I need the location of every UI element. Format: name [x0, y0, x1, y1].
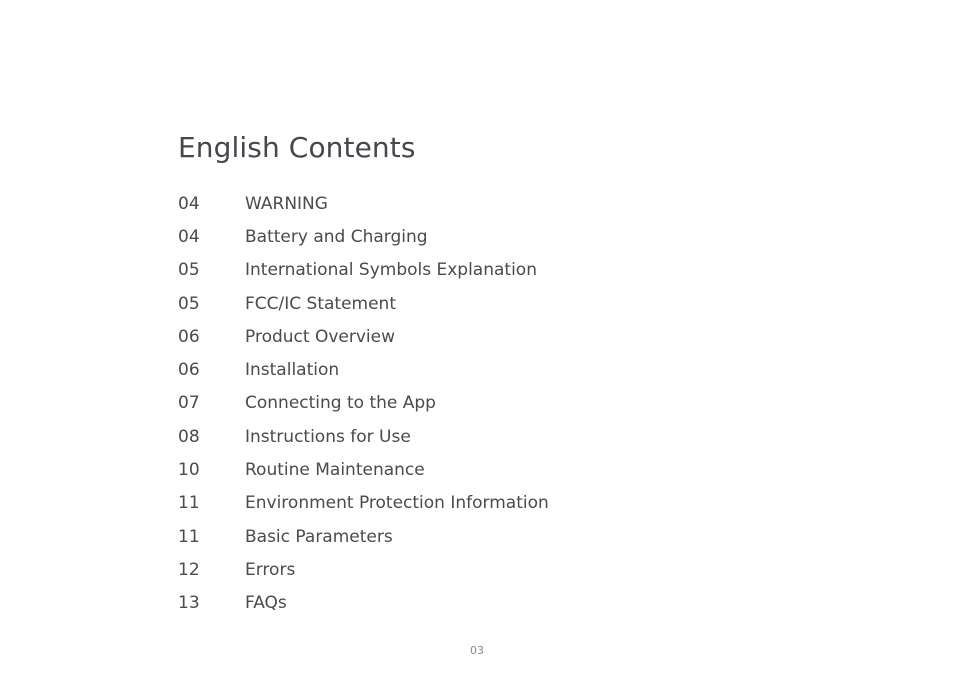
toc-entry-label: FAQs — [245, 593, 287, 614]
toc-page-number: 13 — [178, 593, 200, 614]
toc-page-number: 11 — [178, 526, 200, 547]
toc-entry-errors[interactable] — [178, 553, 549, 586]
toc-page-number: 05 — [178, 260, 200, 281]
toc-entry-label: Battery and Charging — [245, 226, 428, 247]
toc-entry-installation[interactable] — [178, 353, 549, 386]
toc-page-number: 04 — [178, 193, 200, 214]
toc-entry-environment-protection[interactable] — [178, 487, 549, 520]
toc-page-number: 12 — [178, 559, 200, 580]
toc-entry-routine-maintenance[interactable] — [178, 453, 549, 486]
toc-entry-label: FCC/IC Statement — [245, 293, 396, 314]
toc-entry-battery-and-charging[interactable] — [178, 220, 549, 253]
toc-page-number: 11 — [178, 493, 200, 514]
toc-entry-label: Instructions for Use — [245, 426, 411, 447]
toc-entry-label: Product Overview — [245, 326, 395, 347]
toc-entry-instructions-for-use[interactable] — [178, 420, 549, 453]
toc-entry-product-overview[interactable] — [178, 320, 549, 353]
page-number: 03 — [470, 644, 484, 657]
toc-entry-connecting-to-app[interactable] — [178, 387, 549, 420]
toc-page-number: 10 — [178, 460, 200, 481]
toc-entry-label: Basic Parameters — [245, 526, 393, 547]
toc-page-number: 08 — [178, 426, 200, 447]
toc-entry-international-symbols[interactable] — [178, 254, 549, 287]
toc-entry-basic-parameters[interactable] — [178, 520, 549, 553]
toc-entry-warning[interactable] — [178, 187, 549, 220]
toc-entry-fcc-ic-statement[interactable] — [178, 287, 549, 320]
toc-page-number: 04 — [178, 226, 200, 247]
toc-entry-label: Errors — [245, 559, 296, 580]
toc-entry-label: Installation — [245, 360, 340, 381]
toc-entry-faqs[interactable] — [178, 587, 549, 620]
toc-entry-label: Connecting to the App — [245, 393, 436, 414]
toc-page-number: 06 — [178, 326, 200, 347]
toc-page-number: 07 — [178, 393, 200, 414]
toc-entry-label: WARNING — [245, 193, 328, 214]
page-title: English Contents — [178, 131, 416, 164]
toc-entry-label: Environment Protection Information — [245, 493, 549, 514]
toc-page-number: 06 — [178, 360, 200, 381]
table-of-contents — [178, 187, 549, 620]
toc-page-number: 05 — [178, 293, 200, 314]
toc-entry-label: International Symbols Explanation — [245, 260, 537, 281]
toc-entry-label: Routine Maintenance — [245, 460, 425, 481]
